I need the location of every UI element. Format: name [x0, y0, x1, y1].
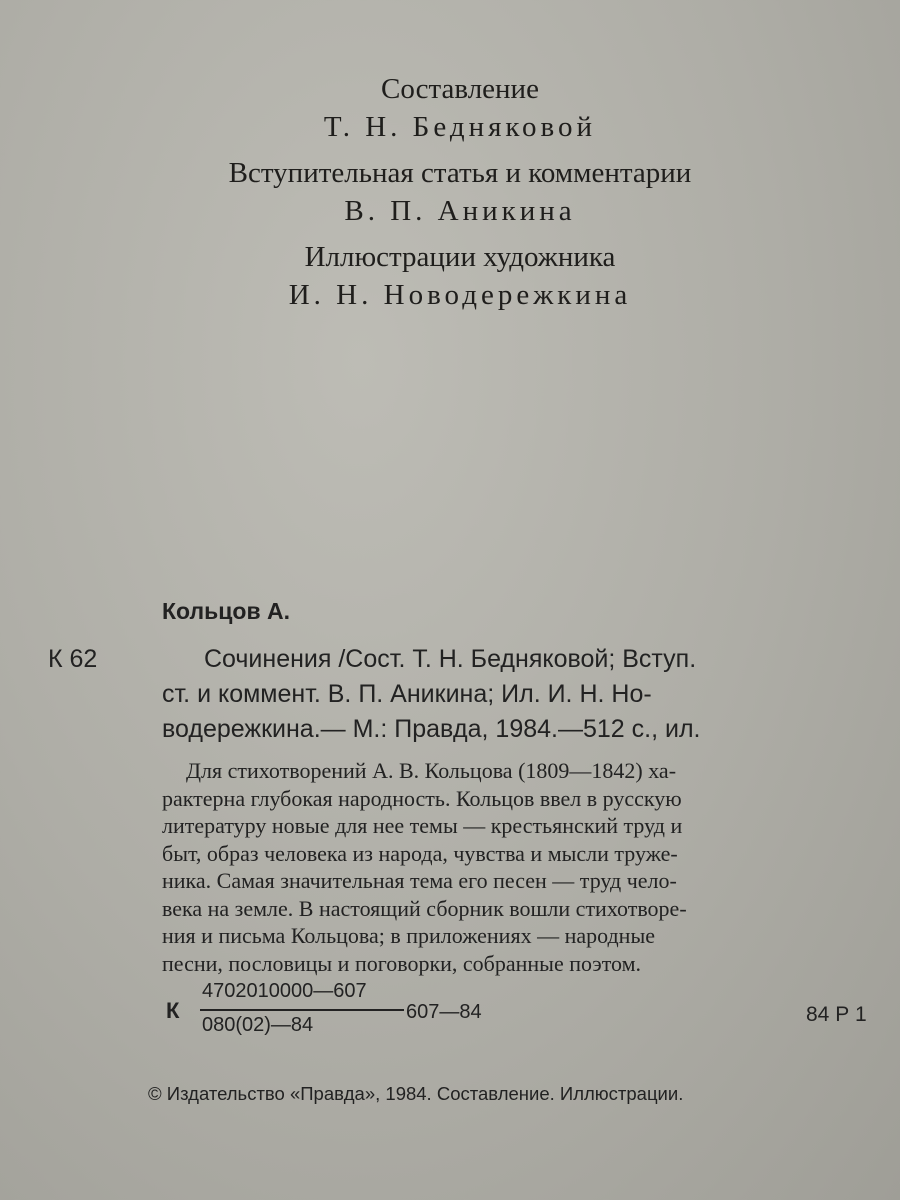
credits-block	[0, 70, 900, 314]
illustrations-label: Иллюстрации художника	[304, 241, 616, 273]
author-heading: Кольцов А.	[162, 598, 290, 624]
index-code: К 62	[48, 645, 98, 673]
copyright-line: © Издательство «Правда», 1984. Составление. Иллюстрации.	[148, 1083, 684, 1104]
code-numerator: 4702010000—607	[202, 980, 367, 1002]
bbk-code: 84 Р 1	[806, 1003, 867, 1026]
annotation-line: быт, образ человека из народа, чувства и мысли труже-	[162, 840, 678, 866]
annotation-line: века на земле. В настоящий сборник вошли стихотворе-	[162, 895, 687, 921]
annotation-line: ния и письма Кольцова; в приложениях — народные	[162, 923, 655, 948]
biblio-line: Сочинения /Сост. Т. Н. Бедняковой; Вступ.	[204, 645, 697, 673]
biblio-line: водережкина.— М.: Правда, 1984.—512 с., ил.	[162, 715, 701, 743]
code-letter: К	[166, 998, 180, 1023]
compiler-name: Т. Н. Бедняковой	[323, 111, 597, 143]
fraction-rule	[200, 1009, 404, 1011]
annotation-line: Для стихотворений А. В. Кольцова (1809—1842) ха-	[186, 758, 677, 783]
code-denominator: 080(02)—84	[202, 1014, 314, 1036]
bibliographic-record	[162, 642, 888, 747]
annotation-line: литературу новые для нее темы — крестьянский труд и	[162, 813, 683, 838]
annotation-line: песни, пословицы и поговорки, собранные поэтом.	[162, 950, 642, 976]
annotation	[162, 757, 886, 977]
biblio-line: ст. и коммент. В. П. Аникина; Ил. И. Н. Но-	[162, 680, 652, 708]
annotation-line: рактерна глубокая народность. Кольцов ввел в русскую	[162, 785, 682, 811]
intro-label: Вступительная статья и комментарии	[228, 157, 692, 189]
annotation-line: ника. Самая значительная тема его песен — труд чело-	[162, 868, 677, 893]
code-suffix: 607—84	[406, 1001, 482, 1023]
compiled-label: Составление	[381, 73, 539, 105]
illustrator-name: И. Н. Новодережкина	[288, 279, 632, 311]
intro-author-name: В. П. Аникина	[344, 195, 576, 227]
